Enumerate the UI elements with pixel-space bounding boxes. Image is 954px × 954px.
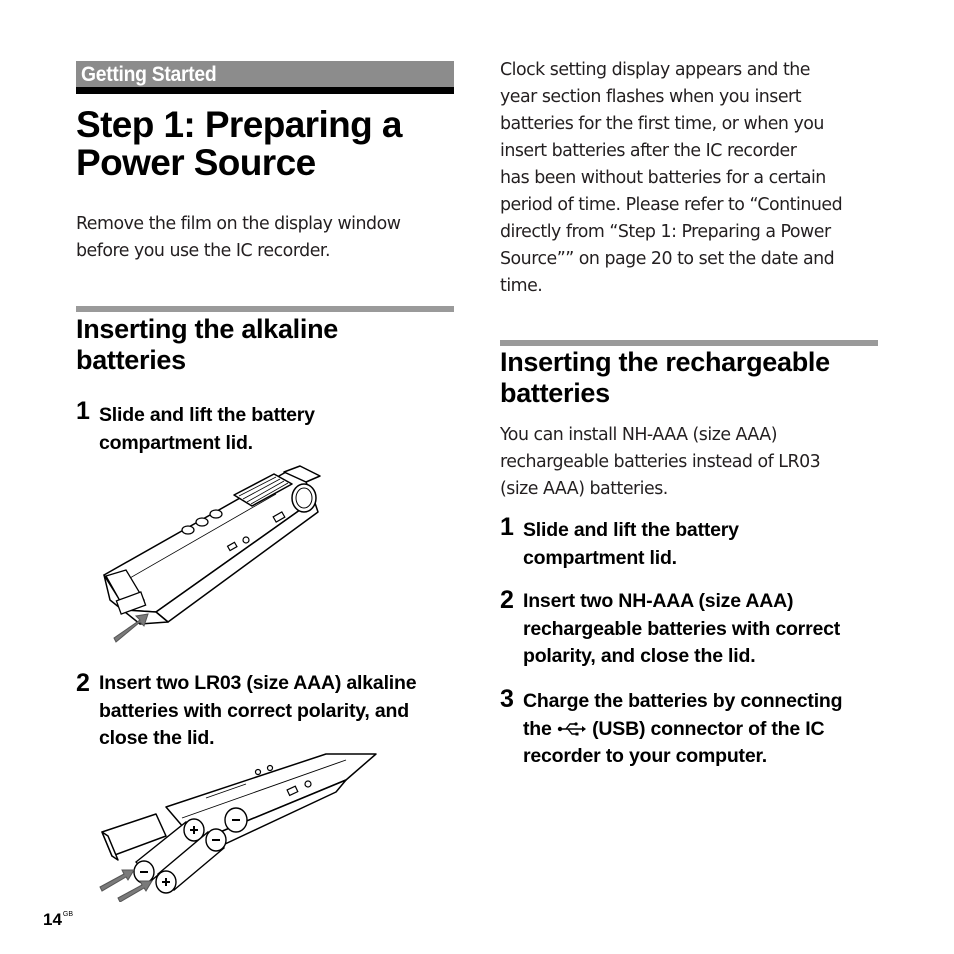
usb-icon xyxy=(557,722,587,736)
section-header-label: Getting Started xyxy=(81,63,217,86)
recorder-lid-slide-illustration xyxy=(96,460,326,645)
page-number: $14^{GB}$ xyxy=(43,910,74,929)
rechargeable-step-3-text: Charge the batteries by connecting the (USB) connector of the IC recorder to your computer. xyxy=(523,690,843,767)
intro-text: Remove the film on the display window before you use the IC recorder. xyxy=(76,214,401,261)
alkaline-step-2-text: Insert two LR03 (size AAA) alkaline batteries with correct polarity, and close the lid. xyxy=(99,672,417,749)
section-divider-rechargeable xyxy=(500,340,878,346)
page-number-suffix: GB xyxy=(62,911,74,918)
rechargeable-intro: You can install NH-AAA (size AAA) rechargeable batteries instead of LR03 (size AAA) batteries. xyxy=(500,425,821,499)
rechargeable-step-1-number: 1 xyxy=(500,513,514,541)
alkaline-heading: Inserting the alkaline batteries xyxy=(76,314,338,375)
section-header-band xyxy=(76,61,454,94)
rechargeable-step-1-text: Slide and lift the battery compartment lid. xyxy=(523,519,739,569)
battery-insertion-illustration xyxy=(96,752,386,902)
alkaline-step-1-text: Slide and lift the battery compartment lid. xyxy=(99,404,315,454)
rechargeable-step-2-number: 2 xyxy=(500,586,514,614)
alkaline-step-1-number: 1 xyxy=(76,397,90,425)
rechargeable-heading: Inserting the rechargeable batteries xyxy=(500,347,830,408)
alkaline-step-2-number: 2 xyxy=(76,669,90,697)
clock-setting-note: Clock setting display appears and the year section flashes when you insert batteries for the first time, or when you insert batteries after the IC recorder has been without batteries for a certain period of time. Please refer to “Continued directly from “Step 1: Preparing a Power Source”” on page 20 to set the date and time. xyxy=(500,60,843,296)
rechargeable-step-3-number: 3 xyxy=(500,685,514,713)
section-divider-alkaline xyxy=(76,306,454,312)
page-title: Step 1: Preparing a Power Source xyxy=(76,104,402,183)
rechargeable-step-2-text: Insert two NH-AAA (size AAA) rechargeable batteries with correct polarity, and close the lid. xyxy=(523,590,841,667)
